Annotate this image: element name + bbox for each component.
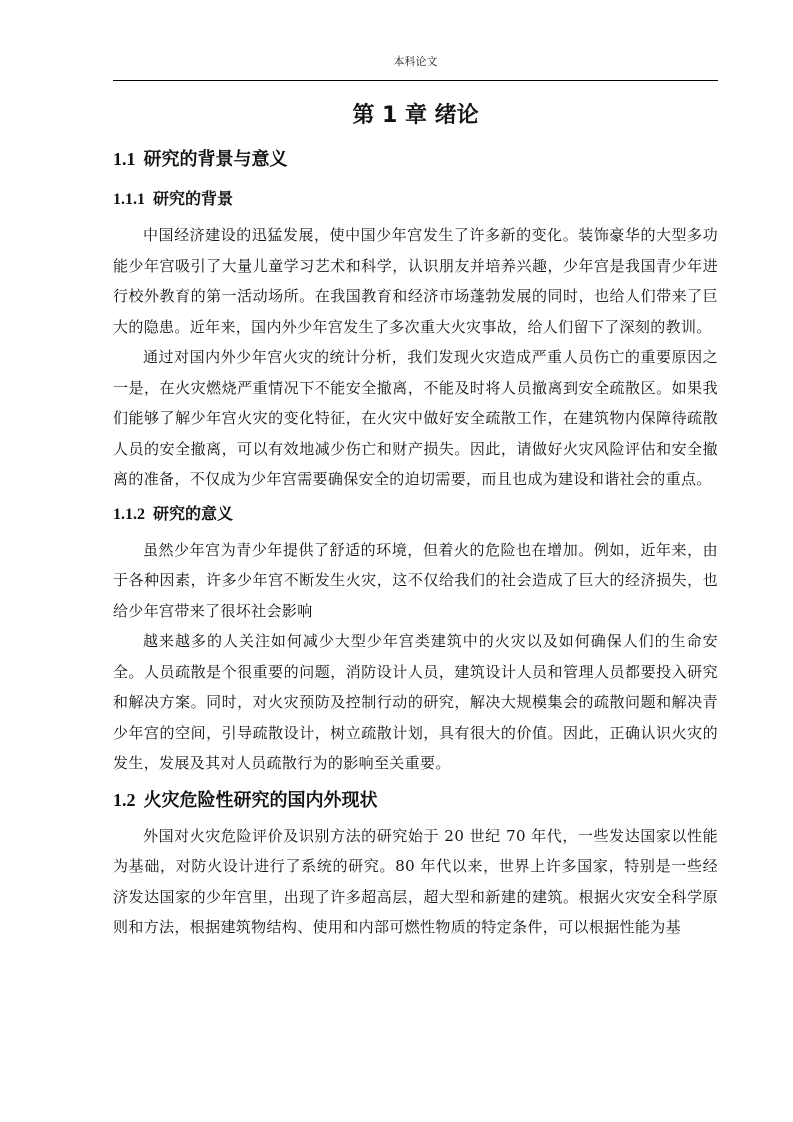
subsection-number: 1.1.1 — [113, 191, 145, 208]
page-content — [113, 96, 718, 943]
chapter-title: 第 1 章 绪论 — [352, 103, 479, 128]
section-title: 火灾危险性研究的国内外现状 — [143, 789, 378, 811]
subsection-number: 1.1.2 — [113, 505, 145, 523]
section-heading-1-1 — [113, 138, 718, 180]
paragraph: 通过对国内外少年宫火灾的统计分析，我们发现火灾造成严重人员伤亡的重要原因之一是，在火灾燃烧严重情况下不能安全撤离，不能及时将人员撤离到安全疏散区。如果我们能够了解少年宫火灾的变化特征，在火灾中做好安全疏散工作，在建筑物内保障待疏散人员的安全撤离，可以有效地减少伤亡和财产损失。因此，请做好火灾风险评估和安全撤离的准备，不仅成为少年宫需要确保安全的迫切需要，而且也成为建设和谐社会的重点。 — [113, 348, 718, 488]
paragraph: 虽然少年宫为青少年提供了舒适的环境，但着火的危险也在增加。例如，近年来，由于各种因素，许多少年宫不断发生火灾，这不仅给我们的社会造成了巨大的经济损失，也给少年宫带来了很坏社会影响 — [113, 540, 718, 620]
subsection-heading-1-1-2 — [113, 495, 718, 535]
subsection-title: 研究的背景 — [153, 189, 234, 208]
running-header: 本科论文 — [393, 55, 438, 68]
header-rule — [113, 80, 718, 81]
paragraph: 越来越多的人关注如何减少大型少年宫类建筑中的火灾以及如何确保人们的生命安全。人员疏散是个很重要的问题，消防设计人员，建筑设计人员和管理人员都要投入研究和解决方案。同时，对火灾预防及控制行动的研究，解决大规模集会的疏散问题和解决青少年宫的空间，引导疏散设计，树立疏散计划，具有很大的价值。因此，正确认识火灾的发生，发展及其对人员疏散行为的影响至关重要。 — [113, 632, 718, 772]
subsection-title: 研究的意义 — [153, 503, 234, 523]
section-number: 1.2 — [113, 789, 136, 810]
subsection-heading-1-1-1 — [113, 180, 718, 220]
section-heading-1-2 — [113, 779, 718, 821]
paragraph: 中国经济建设的迅猛发展，使中国少年宫发生了许多新的变化。装饰豪华的大型多功能少年宫吸引了大量儿童学习艺术和科学，认识朋友并培养兴趣，少年宫是我国青少年进行校外教育的第一活动场所。在我国教育和经济市场蓬勃发展的同时，也给人们带来了巨大的隐患。近年来，国内外少年宫发生了多次重大火灾事故，给人们留下了深刻的教训。 — [113, 226, 718, 336]
paragraph: 外国对火灾危险评价及识别方法的研究始于 20 世纪 70 年代，一些发达国家以性能为基础，对防火设计进行了系统的研究。80 年代以来，世界上许多国家，特别是一些经济发达国家的少年宫里，出现了许多超高层，超大型和新建的建筑。根据火灾安全科学原则和方法，根据建筑物结构、使用和内部可燃性物质的特定条件，可以根据性能为基 — [113, 826, 718, 936]
section-number: 1.1 — [113, 149, 136, 169]
section-title: 研究的背景与意义 — [143, 149, 288, 170]
